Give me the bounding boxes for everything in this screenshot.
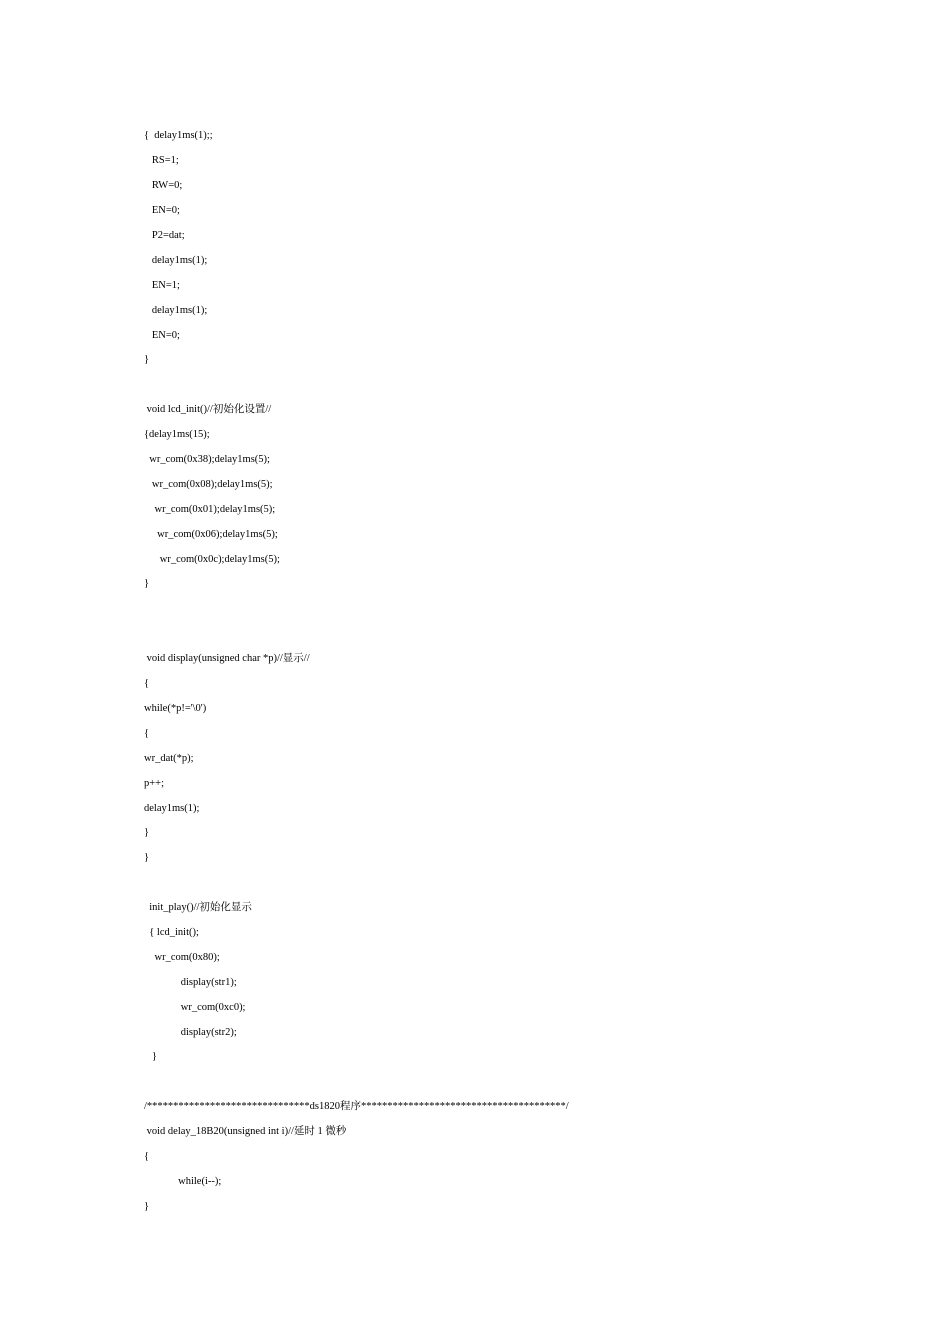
code-line: wr_com(0x80); xyxy=(144,952,220,963)
code-line: wr_com(0x08);delay1ms(5); xyxy=(144,479,273,490)
code-line: init_play()//初始化显示 xyxy=(144,902,252,913)
code-line: RS=1; xyxy=(144,155,179,166)
code-line: EN=0; xyxy=(144,330,180,341)
code-line: void display(unsigned char *p)//显示// xyxy=(144,653,310,664)
code-line: wr_com(0xc0); xyxy=(144,1002,246,1013)
code-line: EN=0; xyxy=(144,205,180,216)
code-line: { lcd_init(); xyxy=(144,927,199,938)
code-line: } xyxy=(144,852,150,863)
code-line: RW=0; xyxy=(144,180,183,191)
code-line: delay1ms(1); xyxy=(144,803,200,814)
code-line: { xyxy=(144,728,150,739)
code-line: } xyxy=(144,1051,157,1062)
code-line: void lcd_init()//初始化设置// xyxy=(144,404,272,415)
code-line: display(str1); xyxy=(144,977,237,988)
code-line: wr_com(0x38);delay1ms(5); xyxy=(144,454,270,465)
code-line: void delay_18B20(unsigned int i)//延时 1 微秒 xyxy=(144,1126,347,1137)
code-line: delay1ms(1); xyxy=(144,305,208,316)
code-line: while(*p!='\0') xyxy=(144,703,207,714)
code-line: wr_com(0x0c);delay1ms(5); xyxy=(144,554,280,565)
code-line: {delay1ms(15); xyxy=(144,429,210,440)
code-line: wr_dat(*p); xyxy=(144,753,194,764)
code-line: while(i--); xyxy=(144,1176,222,1187)
code-line: p++; xyxy=(144,778,165,789)
code-line: { delay1ms(1);; xyxy=(144,130,213,141)
section-comment-banner: /*******************************ds1820程序***************************************/ xyxy=(144,1101,569,1112)
code-line: { xyxy=(144,678,150,689)
code-line: wr_com(0x01);delay1ms(5); xyxy=(144,504,276,515)
code-line: } xyxy=(144,827,150,838)
code-line: P2=dat; xyxy=(144,230,185,241)
code-line: } xyxy=(144,354,150,365)
code-line: { xyxy=(144,1151,150,1162)
code-line: delay1ms(1); xyxy=(144,255,208,266)
code-line: display(str2); xyxy=(144,1027,237,1038)
code-line: } xyxy=(144,578,150,589)
code-line: EN=1; xyxy=(144,280,180,291)
code-line: } xyxy=(144,1201,150,1212)
code-line: wr_com(0x06);delay1ms(5); xyxy=(144,529,278,540)
